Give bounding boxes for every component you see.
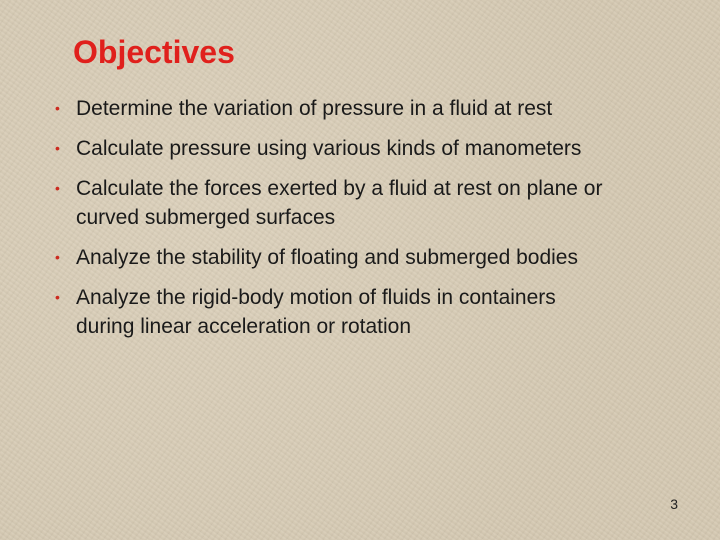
bullet-icon: • <box>55 140 60 156</box>
list-item <box>55 283 615 341</box>
list-item <box>55 134 615 163</box>
objectives-list <box>55 94 615 352</box>
list-item-text: Analyze the stability of floating and submerged bodies <box>76 246 578 269</box>
slide-title: Objectives <box>73 34 235 70</box>
bullet-icon: • <box>55 249 60 265</box>
list-item <box>55 174 615 232</box>
list-item-text: Calculate the forces exerted by a fluid at rest on plane or curved submerged surfaces <box>76 177 603 229</box>
bullet-icon: • <box>55 180 60 196</box>
list-item-text: Calculate pressure using various kinds of manometers <box>76 137 582 160</box>
page-number: 3 <box>670 496 678 512</box>
list-item-text: Analyze the rigid-body motion of fluids in containers during linear acceleration or rotation <box>76 286 556 338</box>
bullet-icon: • <box>55 100 60 116</box>
list-item-text: Determine the variation of pressure in a fluid at rest <box>76 97 553 120</box>
bullet-icon: • <box>55 289 60 305</box>
list-item <box>55 94 615 123</box>
list-item <box>55 243 615 272</box>
